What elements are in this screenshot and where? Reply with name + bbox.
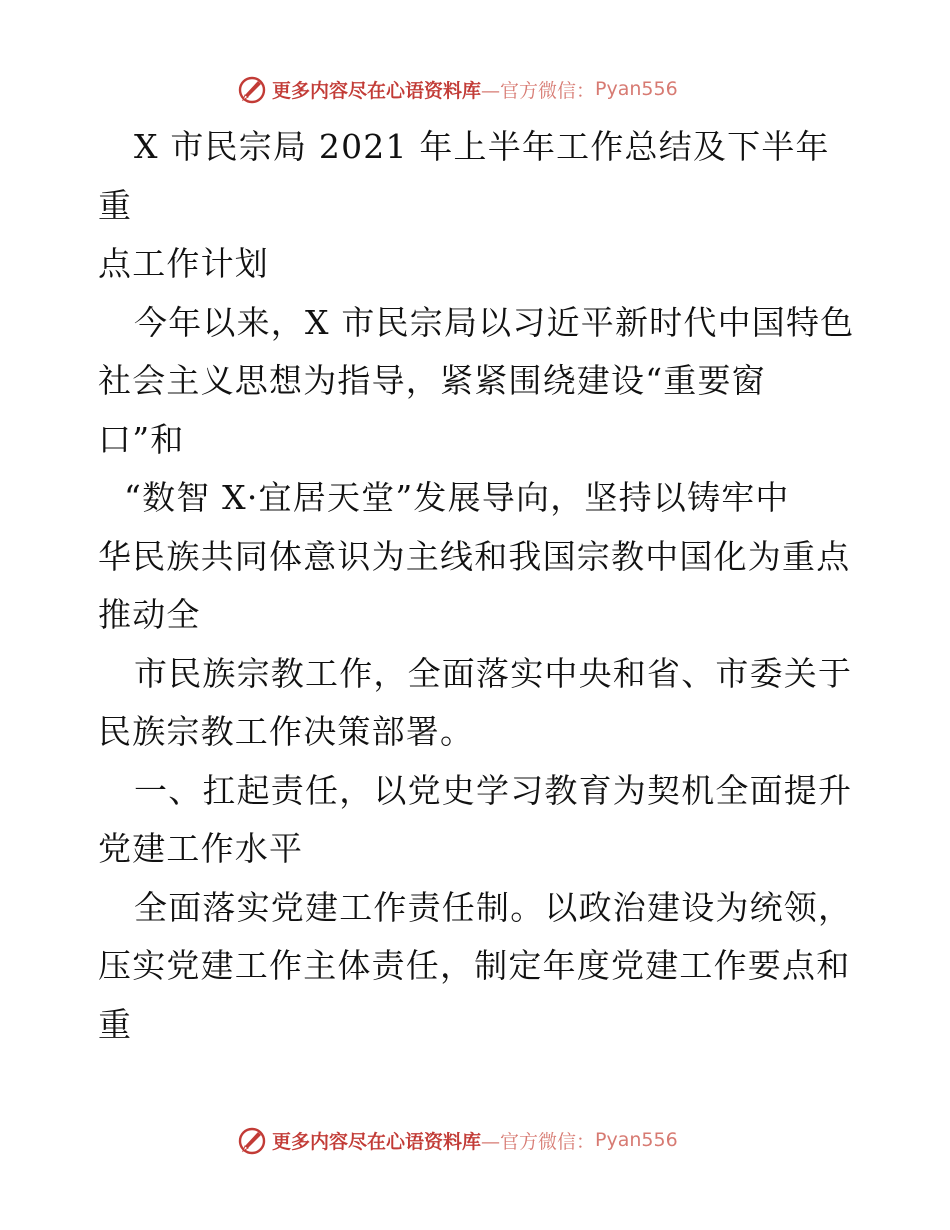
text-line: 推动全 — [98, 595, 201, 634]
watermark-label: —官方微信： — [481, 1130, 596, 1153]
text-line: 市民族宗教工作，全面落实中央和省、市委关于 — [134, 653, 853, 693]
pen-logo-icon — [236, 73, 268, 105]
paragraph — [98, 645, 858, 762]
section-heading — [98, 762, 858, 879]
watermark-top — [236, 72, 678, 106]
text-line: 口”和 — [98, 419, 185, 459]
pen-logo-icon — [236, 1124, 268, 1156]
text-line: 社会主义思想为指导，紧紧围绕建设“重要窗 — [98, 361, 766, 400]
text-line: “数智 X·宜居天堂”发展导向，坚持以铸牢中 — [124, 478, 790, 517]
paragraph — [98, 879, 858, 1055]
text-line: 民族宗教工作决策部署。 — [98, 712, 475, 751]
text-line: 压实党建工作主体责任，制定年度党建工作要点和 — [98, 946, 851, 985]
text-line: X 市民宗局 2021 年上半年工作总结及下半年重 — [98, 127, 830, 225]
watermark-label: —官方微信： — [481, 79, 596, 102]
text-line: 党建工作水平 — [98, 829, 304, 868]
paragraph — [98, 469, 858, 645]
watermark-brand: 更多内容尽在心语资料库 — [272, 1130, 482, 1153]
text-line: 重 — [98, 1004, 133, 1044]
text-line: 今年以来，X 市民宗局以习近平新时代中国特色 — [134, 302, 855, 342]
watermark-wechat-id: Pyan556 — [595, 1129, 678, 1151]
text-line: 一、扛起责任，以党史学习教育为契机全面提升 — [134, 770, 853, 810]
paragraph — [98, 294, 858, 470]
watermark-brand: 更多内容尽在心语资料库 — [272, 79, 482, 102]
watermark-wechat-id: Pyan556 — [595, 78, 678, 100]
text-line: 华民族共同体意识为主线和我国宗教中国化为重点 — [98, 536, 851, 576]
document-title — [98, 118, 858, 294]
document-body — [98, 118, 858, 1054]
watermark-bottom — [236, 1123, 678, 1157]
text-line: 全面落实党建工作责任制。以政治建设为统领， — [134, 887, 853, 927]
text-line: 点工作计划 — [98, 244, 269, 283]
